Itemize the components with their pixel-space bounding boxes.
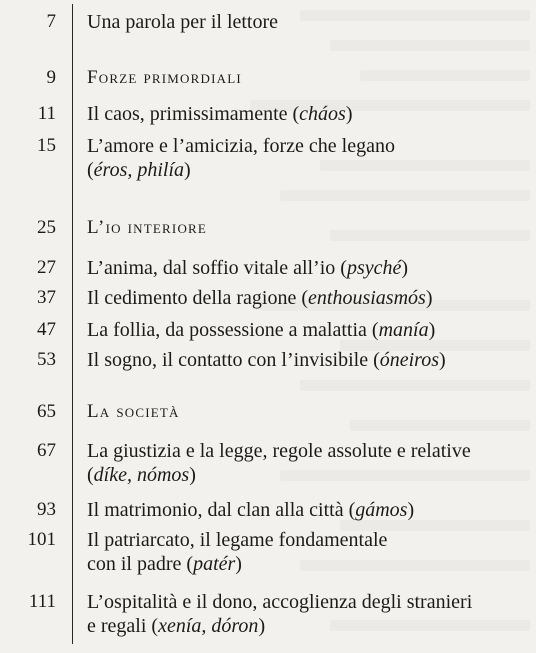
greek-term: éros, philía	[93, 159, 185, 181]
greek-term: óneiros	[379, 349, 439, 371]
page-number: 101	[27, 529, 56, 550]
page-number: 67	[37, 440, 56, 461]
greek-term: patér	[193, 553, 236, 575]
greek-term: cháos	[299, 103, 346, 125]
entry-title-line: Il patriarcato, il legame fondamentale	[87, 529, 388, 551]
greek-term: psyché	[346, 257, 402, 279]
page-number: 9	[46, 67, 56, 88]
page-number: 27	[37, 257, 56, 278]
page-number: 7	[46, 11, 56, 32]
entry-title-line: Il matrimonio, dal clan alla città (gámos)	[87, 499, 415, 521]
greek-term: gámos	[355, 499, 408, 521]
page-number: 65	[37, 401, 56, 422]
entry-title-line: L’amore e l’amicizia, forze che legano	[87, 135, 395, 157]
entry-title-line: (éros, philía)	[87, 159, 191, 181]
page-number: 37	[37, 287, 56, 308]
section-title: La società	[87, 401, 180, 422]
divider-line	[72, 4, 73, 644]
entry-title-line: Il sogno, il contatto con l’invisibile (óneiros)	[87, 349, 446, 371]
entry-title-line: e regali (xenía, dóron)	[87, 615, 266, 637]
entry-title-line: (díke, nómos)	[87, 464, 196, 486]
entry-title-line: L’ospitalità e il dono, accoglienza degli stranieri	[87, 591, 473, 613]
page-number: 53	[37, 349, 56, 370]
entry-title-line: La follia, da possessione a malattia (manía)	[87, 319, 436, 341]
greek-term: díke, nómos	[93, 464, 190, 486]
section-title: L’io interiore	[87, 217, 208, 238]
page-number: 47	[37, 319, 56, 340]
greek-term: xenía, dóron	[158, 615, 259, 637]
page-number: 25	[37, 217, 56, 238]
page-number: 93	[37, 499, 56, 520]
entry-title-line: La giustizia e la legge, regole assolute e relative	[87, 440, 471, 462]
entry-title-line: con il padre (patér)	[87, 553, 242, 575]
page-number: 11	[37, 103, 56, 124]
page-number: 111	[28, 591, 56, 612]
greek-term: enthousiasmós	[308, 287, 426, 309]
entry-title-line: L’anima, dal soffio vitale all’io (psyché)	[87, 257, 409, 279]
greek-term: manía	[378, 319, 429, 341]
section-title: Forze primordiali	[87, 67, 242, 88]
entry-title-line: Il caos, primissimamente (cháos)	[87, 103, 353, 125]
entry-title-line: Il cedimento della ragione (enthousiasmós)	[87, 287, 433, 309]
entry-title-line: Una parola per il lettore	[87, 11, 279, 33]
page-number: 15	[37, 135, 56, 156]
